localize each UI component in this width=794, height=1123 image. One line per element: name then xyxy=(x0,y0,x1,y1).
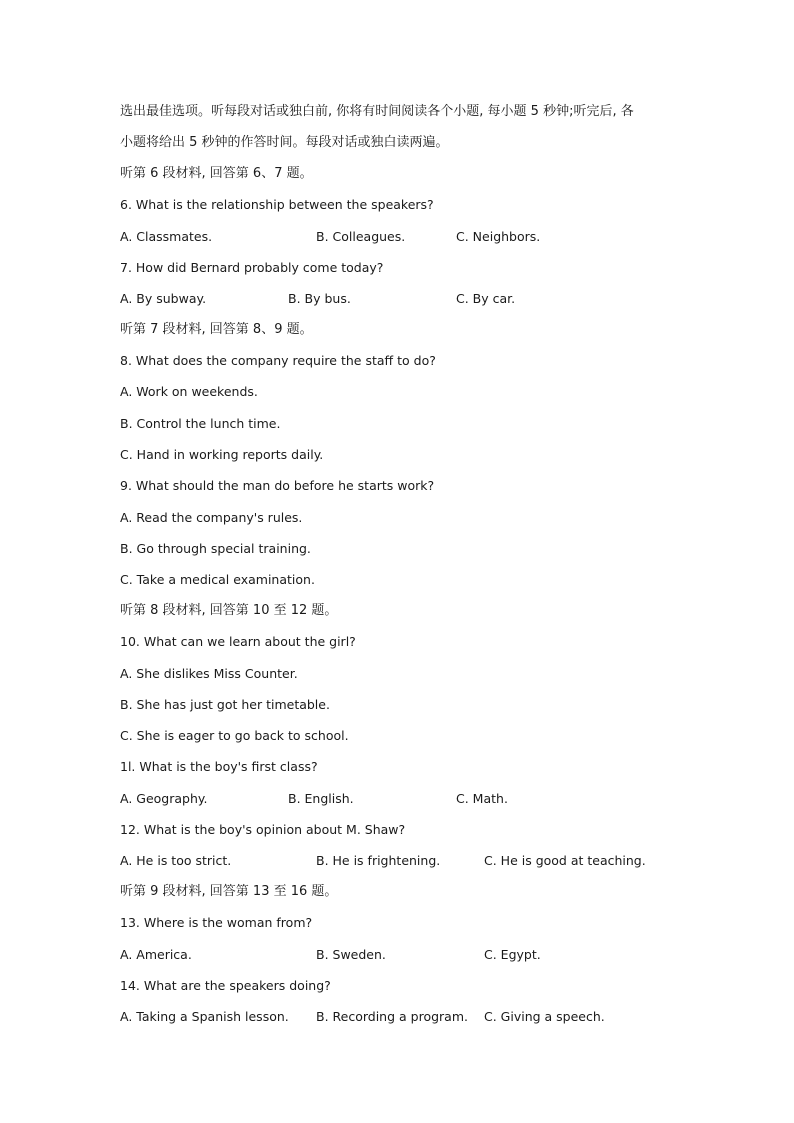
question-10-option-a: A. She dislikes Miss Counter. xyxy=(120,666,298,681)
question-8-option-b: B. Control the lunch time. xyxy=(120,416,281,431)
question-14-stem: 14. What are the speakers doing? xyxy=(120,978,331,993)
question-6-option-b: B. Colleagues. xyxy=(316,229,406,244)
question-6-stem: 6. What is the relationship between the speakers? xyxy=(120,197,434,212)
question-8-stem: 8. What does the company require the staff to do? xyxy=(120,353,436,368)
question-9-option-b: B. Go through special training. xyxy=(120,541,311,556)
question-7-stem: 7. How did Bernard probably come today? xyxy=(120,260,384,275)
question-14-option-c: C. Giving a speech. xyxy=(484,1009,605,1024)
section-heading-6: 听第 6 段材料, 回答第 6、7 题。 xyxy=(120,166,313,181)
question-13-option-c: C. Egypt. xyxy=(484,947,541,962)
question-9-stem: 9. What should the man do before he starts work? xyxy=(120,478,435,493)
question-6-option-a: A. Classmates. xyxy=(120,229,213,244)
section-heading-8: 听第 8 段材料, 回答第 10 至 12 题。 xyxy=(120,603,338,618)
question-13-option-a: A. America. xyxy=(120,947,192,962)
question-11-stem: 1l. What is the boy's first class? xyxy=(120,759,318,774)
question-9-option-c: C. Take a medical examination. xyxy=(120,572,315,587)
question-10-option-b: B. She has just got her timetable. xyxy=(120,697,330,712)
question-13-stem: 13. Where is the woman from? xyxy=(120,915,313,930)
question-11-option-c: C. Math. xyxy=(456,791,508,806)
question-8-option-c: C. Hand in working reports daily. xyxy=(120,447,324,462)
section-heading-9: 听第 9 段材料, 回答第 13 至 16 题。 xyxy=(120,884,338,899)
section-heading-7: 听第 7 段材料, 回答第 8、9 题。 xyxy=(120,322,313,337)
question-14-option-a: A. Taking a Spanish lesson. xyxy=(120,1009,289,1024)
question-6-option-c: C. Neighbors. xyxy=(456,229,541,244)
intro-line-2: 小题将给出 5 秒钟的作答时间。每段对话或独白读两遍。 xyxy=(120,135,449,150)
question-12-option-c: C. He is good at teaching. xyxy=(484,853,646,868)
question-10-option-c: C. She is eager to go back to school. xyxy=(120,728,349,743)
question-12-stem: 12. What is the boy's opinion about M. Shaw? xyxy=(120,822,406,837)
question-9-option-a: A. Read the company's rules. xyxy=(120,510,303,525)
question-11-option-a: A. Geography. xyxy=(120,791,208,806)
question-8-option-a: A. Work on weekends. xyxy=(120,384,258,399)
question-7-option-a: A. By subway. xyxy=(120,291,207,306)
question-14-option-b: B. Recording a program. xyxy=(316,1009,468,1024)
question-12-option-a: A. He is too strict. xyxy=(120,853,232,868)
question-11-option-b: B. English. xyxy=(288,791,354,806)
question-13-option-b: B. Sweden. xyxy=(316,947,386,962)
question-7-option-c: C. By car. xyxy=(456,291,516,306)
question-12-option-b: B. He is frightening. xyxy=(316,853,441,868)
intro-line-1: 选出最佳选项。听每段对话或独白前, 你将有时间阅读各个小题, 每小题 5 秒钟;听完后, 各 xyxy=(120,104,634,119)
question-7-option-b: B. By bus. xyxy=(288,291,351,306)
question-10-stem: 10. What can we learn about the girl? xyxy=(120,634,356,649)
